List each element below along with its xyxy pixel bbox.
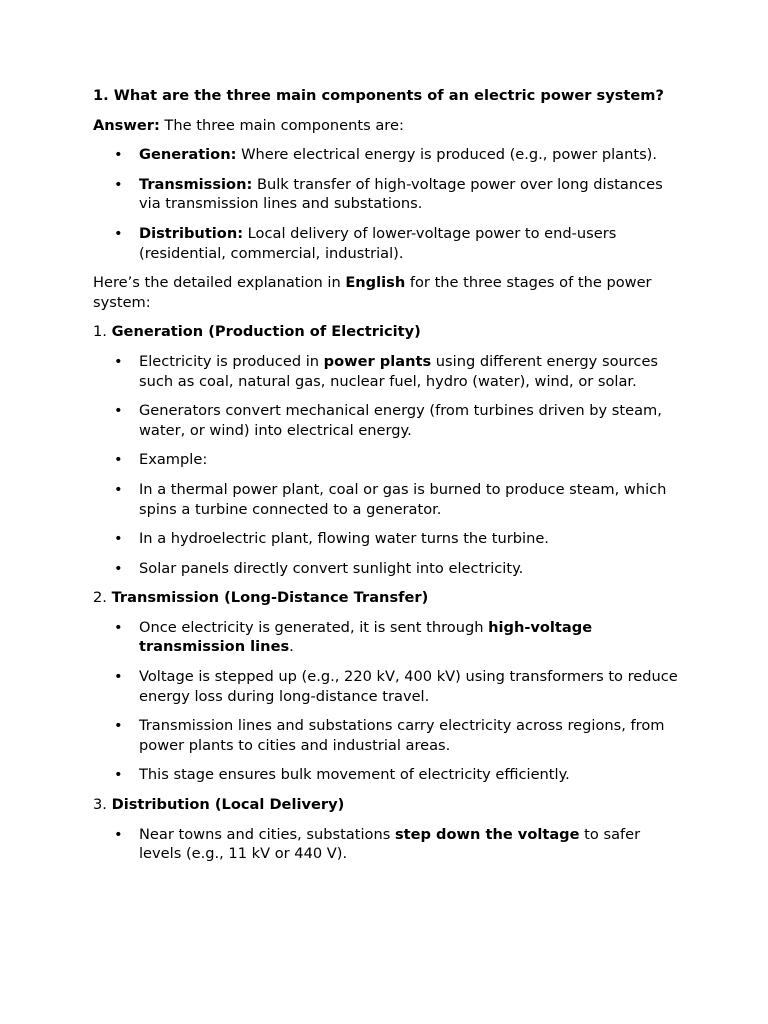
explanation-intro	[93, 273, 683, 312]
list-item	[93, 618, 683, 657]
bullet-text-end: .	[289, 638, 294, 656]
question-title: 1. What are the three main components of an electric power system?	[93, 87, 664, 104]
answer-label: Answer:	[93, 116, 160, 134]
section-bullets	[93, 825, 683, 864]
intro-text-end: for the three stages of the power system:	[93, 274, 652, 311]
section-title: Transmission (Long-Distance Transfer)	[111, 589, 429, 607]
intro-text: Here’s the detailed explanation in	[93, 274, 346, 292]
list-item-term: Generation:	[139, 146, 237, 164]
bullet-text: Near towns and cities, substations	[139, 825, 395, 843]
list-item	[93, 224, 683, 263]
bullet-text: Electricity is produced in	[139, 352, 324, 370]
list-item	[93, 145, 683, 165]
list-item	[93, 529, 683, 549]
list-item	[93, 825, 683, 864]
list-item	[93, 401, 683, 440]
list-item-text: Bulk transfer of high-voltage power over long distances via transmission lines and substations.	[139, 175, 663, 213]
answer-text: The three main components are:	[159, 116, 404, 134]
section-bullets	[93, 618, 683, 785]
components-list	[93, 145, 683, 263]
list-item	[93, 765, 683, 785]
intro-bold: English	[345, 274, 406, 292]
list-item-text: Where electrical energy is produced (e.g., power plants).	[236, 146, 657, 164]
bullet-text: Solar panels directly convert sunlight into electricity.	[139, 559, 524, 577]
list-item-text: Local delivery of lower-voltage power to end-users (residential, commercial, industrial).	[139, 224, 617, 262]
bullet-text-end: to safer levels (e.g., 11 kV or 440 V).	[139, 825, 641, 863]
section-number: 3.	[93, 796, 112, 814]
list-item	[93, 667, 683, 706]
bullet-text: Generators convert mechanical energy (from turbines driven by steam, water, or wind) into electrical energy.	[139, 402, 662, 439]
section-title: Generation (Production of Electricity)	[111, 323, 421, 341]
list-item	[93, 175, 683, 214]
section-heading	[93, 322, 683, 342]
section-number: 1.	[93, 323, 112, 341]
list-item-term: Transmission:	[139, 175, 253, 193]
bullet-text: This stage ensures bulk movement of electricity efficiently.	[139, 766, 570, 784]
list-item	[93, 716, 683, 755]
bullet-bold: step down the voltage	[394, 825, 580, 843]
answer-intro	[93, 116, 683, 136]
bullet-text: Transmission lines and substations carry electricity across regions, from power plants to cities and industrial areas.	[139, 717, 665, 754]
section-heading	[93, 588, 683, 608]
section-number: 2.	[93, 589, 112, 607]
list-item	[93, 559, 683, 579]
bullet-text-end: using different energy sources such as coal, natural gas, nuclear fuel, hydro (water), wind, or solar.	[139, 352, 659, 390]
list-item	[93, 480, 683, 519]
section-title: Distribution (Local Delivery)	[111, 796, 345, 814]
bullet-bold: high-voltage transmission lines	[139, 618, 593, 656]
section-bullets	[93, 352, 683, 578]
bullet-text: In a hydroelectric plant, flowing water turns the turbine.	[139, 530, 549, 548]
bullet-text: Once electricity is generated, it is sent through	[139, 618, 489, 636]
bullet-bold: power plants	[323, 352, 432, 370]
section-heading	[93, 795, 683, 815]
document-body	[93, 86, 683, 874]
list-item-term: Distribution:	[139, 224, 244, 242]
list-item	[93, 352, 683, 391]
bullet-text: Example:	[139, 451, 208, 469]
bullet-text: In a thermal power plant, coal or gas is burned to produce steam, which spins a turbine connected to a generator.	[139, 480, 667, 518]
list-item	[93, 450, 683, 470]
bullet-text: Voltage is stepped up (e.g., 220 kV, 400 kV) using transformers to reduce energy loss during long-distance travel.	[139, 668, 678, 705]
